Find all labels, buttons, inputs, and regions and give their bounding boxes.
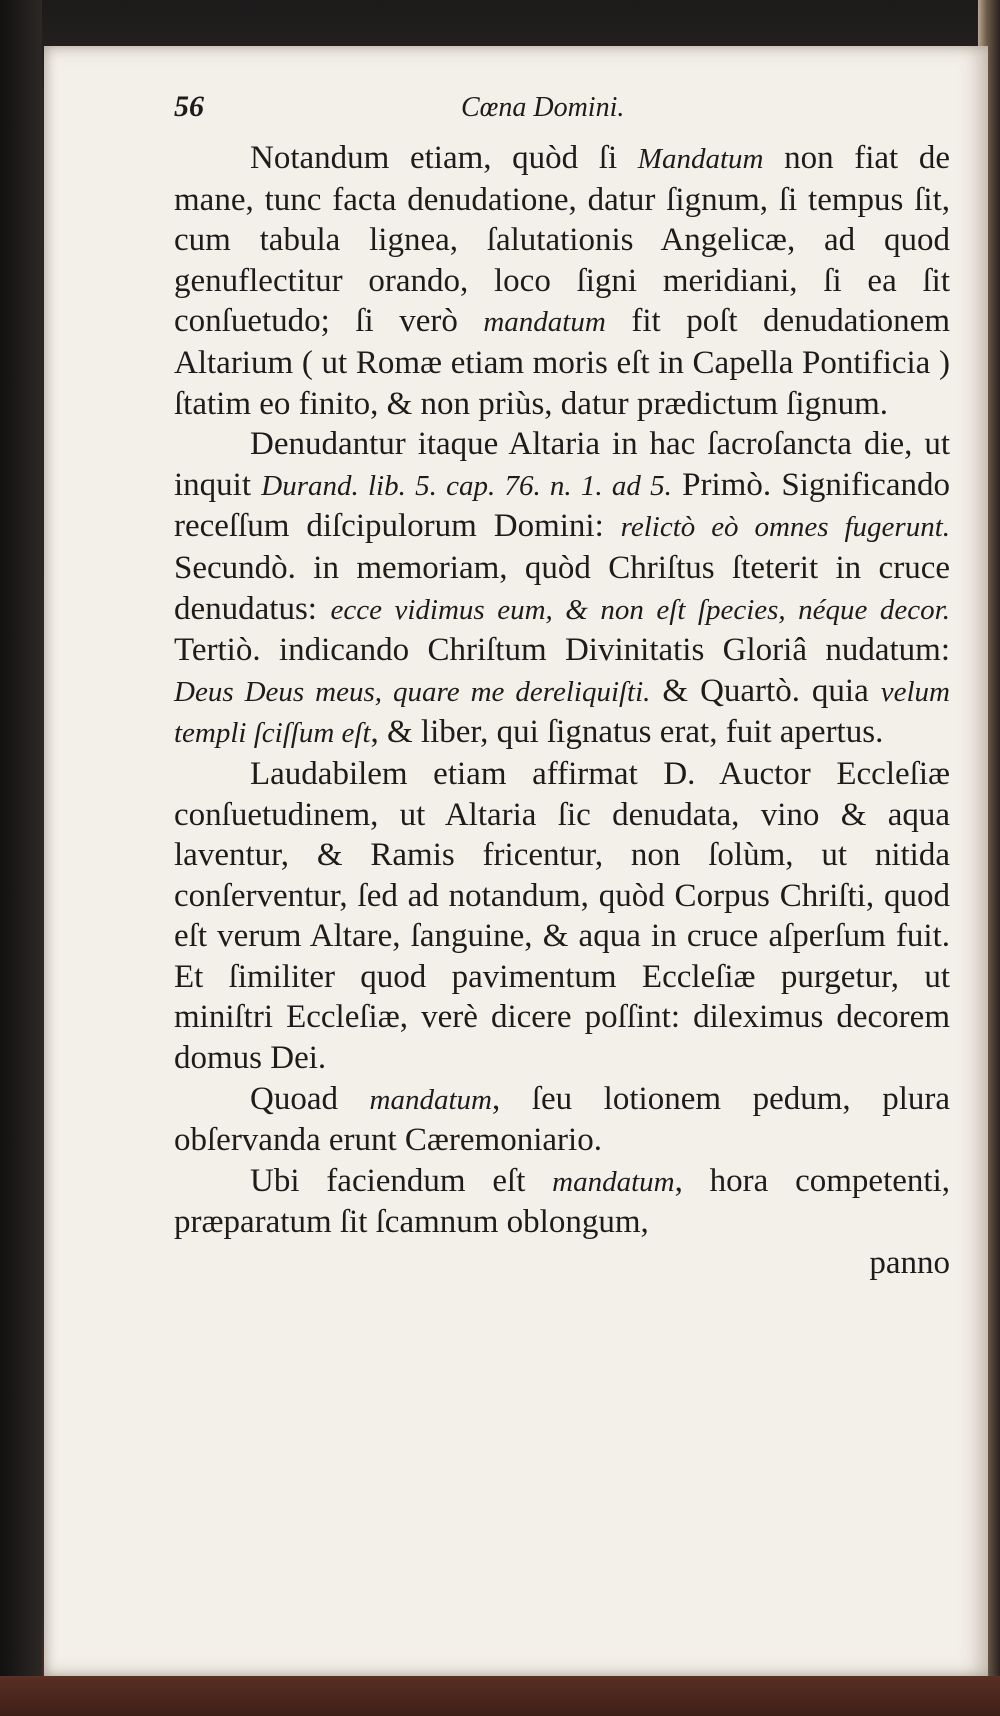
text-run: Notandum etiam, quòd ſi — [250, 140, 638, 176]
text-run: Ubi faciendum eſt — [250, 1162, 553, 1199]
paragraph — [174, 424, 950, 754]
catchword: panno — [869, 1245, 950, 1282]
italic-text: Mandatum — [637, 143, 764, 175]
italic-text: Deus Deus meus, quare me dereliquiſti. — [174, 675, 651, 708]
italic-text: relictò eò omnes fugerunt. — [620, 511, 951, 544]
paragraph — [174, 1079, 950, 1161]
leather-cover-bottom — [0, 1676, 1000, 1716]
italic-text: velum templi ſciſſum eſt — [174, 675, 950, 750]
running-head — [174, 90, 950, 136]
text-run: & Quartò. quia — [650, 672, 881, 709]
page-number: 56 — [174, 90, 204, 123]
text-run: non fiat de mane, tunc facta denudatione, datur ſignum, ſi tempus ſit, cum tabula lignea, ſalutationis Angelicæ, ad quod genuflectitur orando, loco ſigni meridiani, ſi ea ſit conſuetudo; ſi verò — [174, 140, 951, 340]
italic-text: mandatum — [369, 1083, 492, 1116]
text-run: Secundò. in memoriam, quòd Chriſtus ſteterit in cruce denudatus: — [174, 549, 950, 627]
text-run: , & liber, qui ſignatus erat, fuit apertus. — [370, 714, 884, 751]
italic-text: mandatum — [483, 306, 606, 339]
binding-edge-left — [0, 0, 42, 1716]
running-title: Cœna Domini. — [461, 92, 625, 123]
text-run: , hora competenti, præparatum ſit ſcamnum oblongum, — [174, 1162, 950, 1241]
paragraph — [174, 1161, 950, 1243]
body-text — [174, 138, 950, 1243]
text-run: Denudantur itaque Altaria in hac ſacroſancta die, ut inquit — [174, 426, 950, 503]
text-run: fit poſt denudationem Altarium ( ut Romæ etiam moris eſt in Capella Pontificia ) ſtatim eo finito, & non priùs, datur prædictum ſignum. — [174, 303, 951, 422]
paragraph — [174, 138, 950, 424]
paragraph — [174, 754, 950, 1079]
text-run: Tertiò. indicando Chriſtum Divinitatis Gloriâ nudatum: — [174, 632, 950, 669]
italic-text: Durand. lib. 5. cap. 76. n. 1. ad 5. — [261, 469, 672, 502]
text-run: Laudabilem etiam affirmat D. Auctor Eccleſiæ conſuetudinem, ut Altaria ſic denudata, vino & aqua laventur, & Ramis fricentur, non ſolùm, ut nitida conſerventur, ſed ad notandum, quòd Corpus Chriſti, quod eſt verum Altare, ſanguine, & aqua in cruce aſperſum fuit. Et ſimiliter quod pavimentum Eccleſiæ purgetur, ut miniſtri Eccleſiæ, verè dicere poſſint: dileximus decorem domus Dei. — [174, 755, 950, 1077]
book-page — [44, 46, 988, 1676]
text-run: Primò. Significando receſſum diſcipulorum Domini: — [174, 466, 950, 545]
text-run: , ſeu lotionem pedum, plura obſervanda erunt Cæremoniario. — [174, 1080, 950, 1159]
text-block — [174, 90, 950, 1284]
text-run: Quoad — [250, 1080, 370, 1117]
italic-text: ecce vidimus eum, & non eſt ſpecies, néque decor. — [330, 593, 950, 626]
italic-text: mandatum — [552, 1165, 675, 1198]
